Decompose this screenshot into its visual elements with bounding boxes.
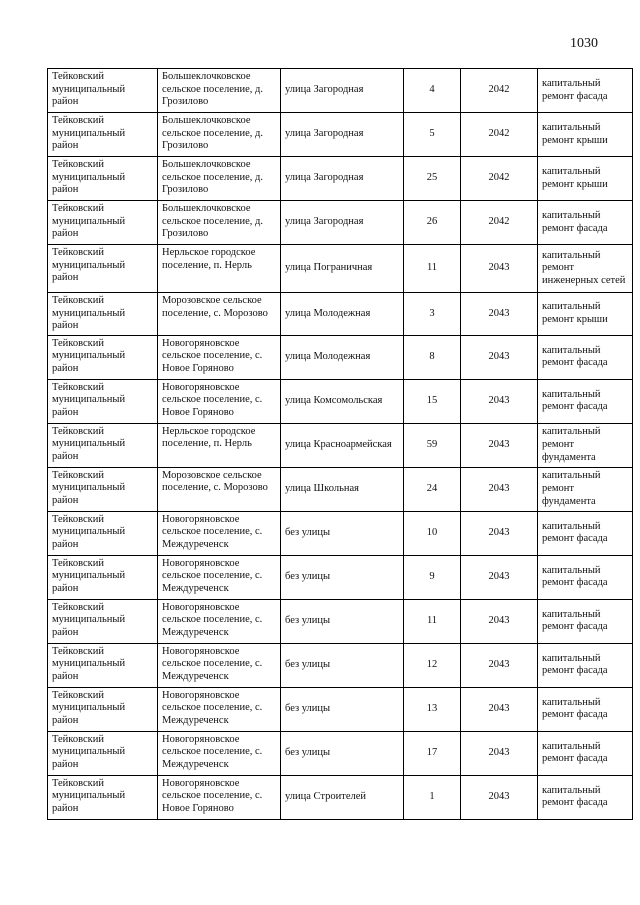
work-type-cell: капитальный ремонт крыши [538,157,633,201]
street-cell: улица Молодежная [281,335,404,379]
street-cell: улица Красноармейская [281,423,404,467]
repair-year-cell: 2042 [461,113,538,157]
repair-year-cell: 2043 [461,423,538,467]
repair-year-cell: 2043 [461,245,538,293]
street-cell: улица Комсомольская [281,379,404,423]
work-type-cell: капитальный ремонт фасада [538,775,633,819]
repair-schedule-table [47,68,633,820]
district-cell: Тейковский муниципальный район [48,467,158,511]
settlement-cell: Большеклочковское сельское поселение, д. Грозилово [158,201,281,245]
street-cell: без улицы [281,599,404,643]
settlement-cell: Морозовское сельское поселение, с. Морозово [158,467,281,511]
settlement-cell: Новогоряновское сельское поселение, с. Новое Горяново [158,775,281,819]
street-cell: без улицы [281,555,404,599]
repair-year-cell: 2043 [461,731,538,775]
work-type-cell: капитальный ремонт фасада [538,335,633,379]
repair-year-cell: 2043 [461,293,538,336]
settlement-cell: Большеклочковское сельское поселение, д. Грозилово [158,113,281,157]
repair-year-cell: 2043 [461,599,538,643]
repair-year-cell: 2043 [461,335,538,379]
street-cell: улица Школьная [281,467,404,511]
house-number-cell: 5 [404,113,461,157]
settlement-cell: Морозовское сельское поселение, с. Морозово [158,293,281,336]
district-cell: Тейковский муниципальный район [48,335,158,379]
district-cell: Тейковский муниципальный район [48,599,158,643]
house-number-cell: 1 [404,775,461,819]
work-type-cell: капитальный ремонт крыши [538,293,633,336]
house-number-cell: 24 [404,467,461,511]
street-cell: улица Молодежная [281,293,404,336]
house-number-cell: 59 [404,423,461,467]
street-cell: без улицы [281,687,404,731]
street-cell: улица Строителей [281,775,404,819]
table-row [48,293,633,336]
settlement-cell: Нерльское городское поселение, п. Нерль [158,245,281,293]
work-type-cell: капитальный ремонт крыши [538,113,633,157]
district-cell: Тейковский муниципальный район [48,201,158,245]
table-row [48,69,633,113]
repair-year-cell: 2042 [461,69,538,113]
district-cell: Тейковский муниципальный район [48,69,158,113]
page-number: 1030 [570,36,598,51]
house-number-cell: 13 [404,687,461,731]
repair-year-cell: 2043 [461,775,538,819]
street-cell: без улицы [281,511,404,555]
table-row [48,423,633,467]
repair-year-cell: 2043 [461,379,538,423]
table-row [48,775,633,819]
district-cell: Тейковский муниципальный район [48,511,158,555]
house-number-cell: 11 [404,599,461,643]
work-type-cell: капитальный ремонт фасада [538,643,633,687]
table-row [48,555,633,599]
settlement-cell: Новогоряновское сельское поселение, с. Междуреченск [158,643,281,687]
work-type-cell: капитальный ремонт фасада [538,599,633,643]
work-type-cell: капитальный ремонт фасада [538,731,633,775]
street-cell: без улицы [281,643,404,687]
work-type-cell: капитальный ремонт инженерных сетей [538,245,633,293]
work-type-cell: капитальный ремонт фундамента [538,423,633,467]
district-cell: Тейковский муниципальный район [48,113,158,157]
table-row [48,511,633,555]
work-type-cell: капитальный ремонт фасада [538,201,633,245]
district-cell: Тейковский муниципальный район [48,157,158,201]
work-type-cell: капитальный ремонт фасада [538,555,633,599]
district-cell: Тейковский муниципальный район [48,643,158,687]
district-cell: Тейковский муниципальный район [48,687,158,731]
settlement-cell: Новогоряновское сельское поселение, с. Новое Горяново [158,335,281,379]
settlement-cell: Большеклочковское сельское поселение, д. Грозилово [158,69,281,113]
repair-year-cell: 2043 [461,511,538,555]
repair-year-cell: 2043 [461,643,538,687]
house-number-cell: 26 [404,201,461,245]
house-number-cell: 15 [404,379,461,423]
house-number-cell: 8 [404,335,461,379]
work-type-cell: капитальный ремонт фасада [538,379,633,423]
table-row [48,335,633,379]
street-cell: улица Загородная [281,201,404,245]
house-number-cell: 3 [404,293,461,336]
work-type-cell: капитальный ремонт фасада [538,69,633,113]
work-type-cell: капитальный ремонт фасада [538,511,633,555]
settlement-cell: Большеклочковское сельское поселение, д. Грозилово [158,157,281,201]
table-row [48,731,633,775]
table-row [48,599,633,643]
house-number-cell: 4 [404,69,461,113]
table-row [48,643,633,687]
table-row [48,157,633,201]
house-number-cell: 25 [404,157,461,201]
table-body [48,69,633,820]
street-cell: улица Пограничная [281,245,404,293]
house-number-cell: 12 [404,643,461,687]
work-type-cell: капитальный ремонт фасада [538,687,633,731]
repair-year-cell: 2043 [461,555,538,599]
table-row [48,201,633,245]
house-number-cell: 9 [404,555,461,599]
district-cell: Тейковский муниципальный район [48,423,158,467]
repair-year-cell: 2042 [461,201,538,245]
house-number-cell: 10 [404,511,461,555]
street-cell: улица Загородная [281,69,404,113]
district-cell: Тейковский муниципальный район [48,379,158,423]
settlement-cell: Новогоряновское сельское поселение, с. Междуреченск [158,731,281,775]
settlement-cell: Новогоряновское сельское поселение, с. Новое Горяново [158,379,281,423]
table-row [48,113,633,157]
table-row [48,467,633,511]
house-number-cell: 17 [404,731,461,775]
work-type-cell: капитальный ремонт фундамента [538,467,633,511]
district-cell: Тейковский муниципальный район [48,731,158,775]
settlement-cell: Новогоряновское сельское поселение, с. Междуреченск [158,511,281,555]
district-cell: Тейковский муниципальный район [48,293,158,336]
repair-year-cell: 2043 [461,467,538,511]
street-cell: улица Загородная [281,157,404,201]
district-cell: Тейковский муниципальный район [48,555,158,599]
house-number-cell: 11 [404,245,461,293]
district-cell: Тейковский муниципальный район [48,775,158,819]
repair-year-cell: 2042 [461,157,538,201]
district-cell: Тейковский муниципальный район [48,245,158,293]
table-row [48,379,633,423]
street-cell: улица Загородная [281,113,404,157]
settlement-cell: Новогоряновское сельское поселение, с. Междуреченск [158,555,281,599]
settlement-cell: Нерльское городское поселение, п. Нерль [158,423,281,467]
street-cell: без улицы [281,731,404,775]
settlement-cell: Новогоряновское сельское поселение, с. Междуреченск [158,687,281,731]
settlement-cell: Новогоряновское сельское поселение, с. Междуреченск [158,599,281,643]
table-row [48,245,633,293]
repair-year-cell: 2043 [461,687,538,731]
table-row [48,687,633,731]
